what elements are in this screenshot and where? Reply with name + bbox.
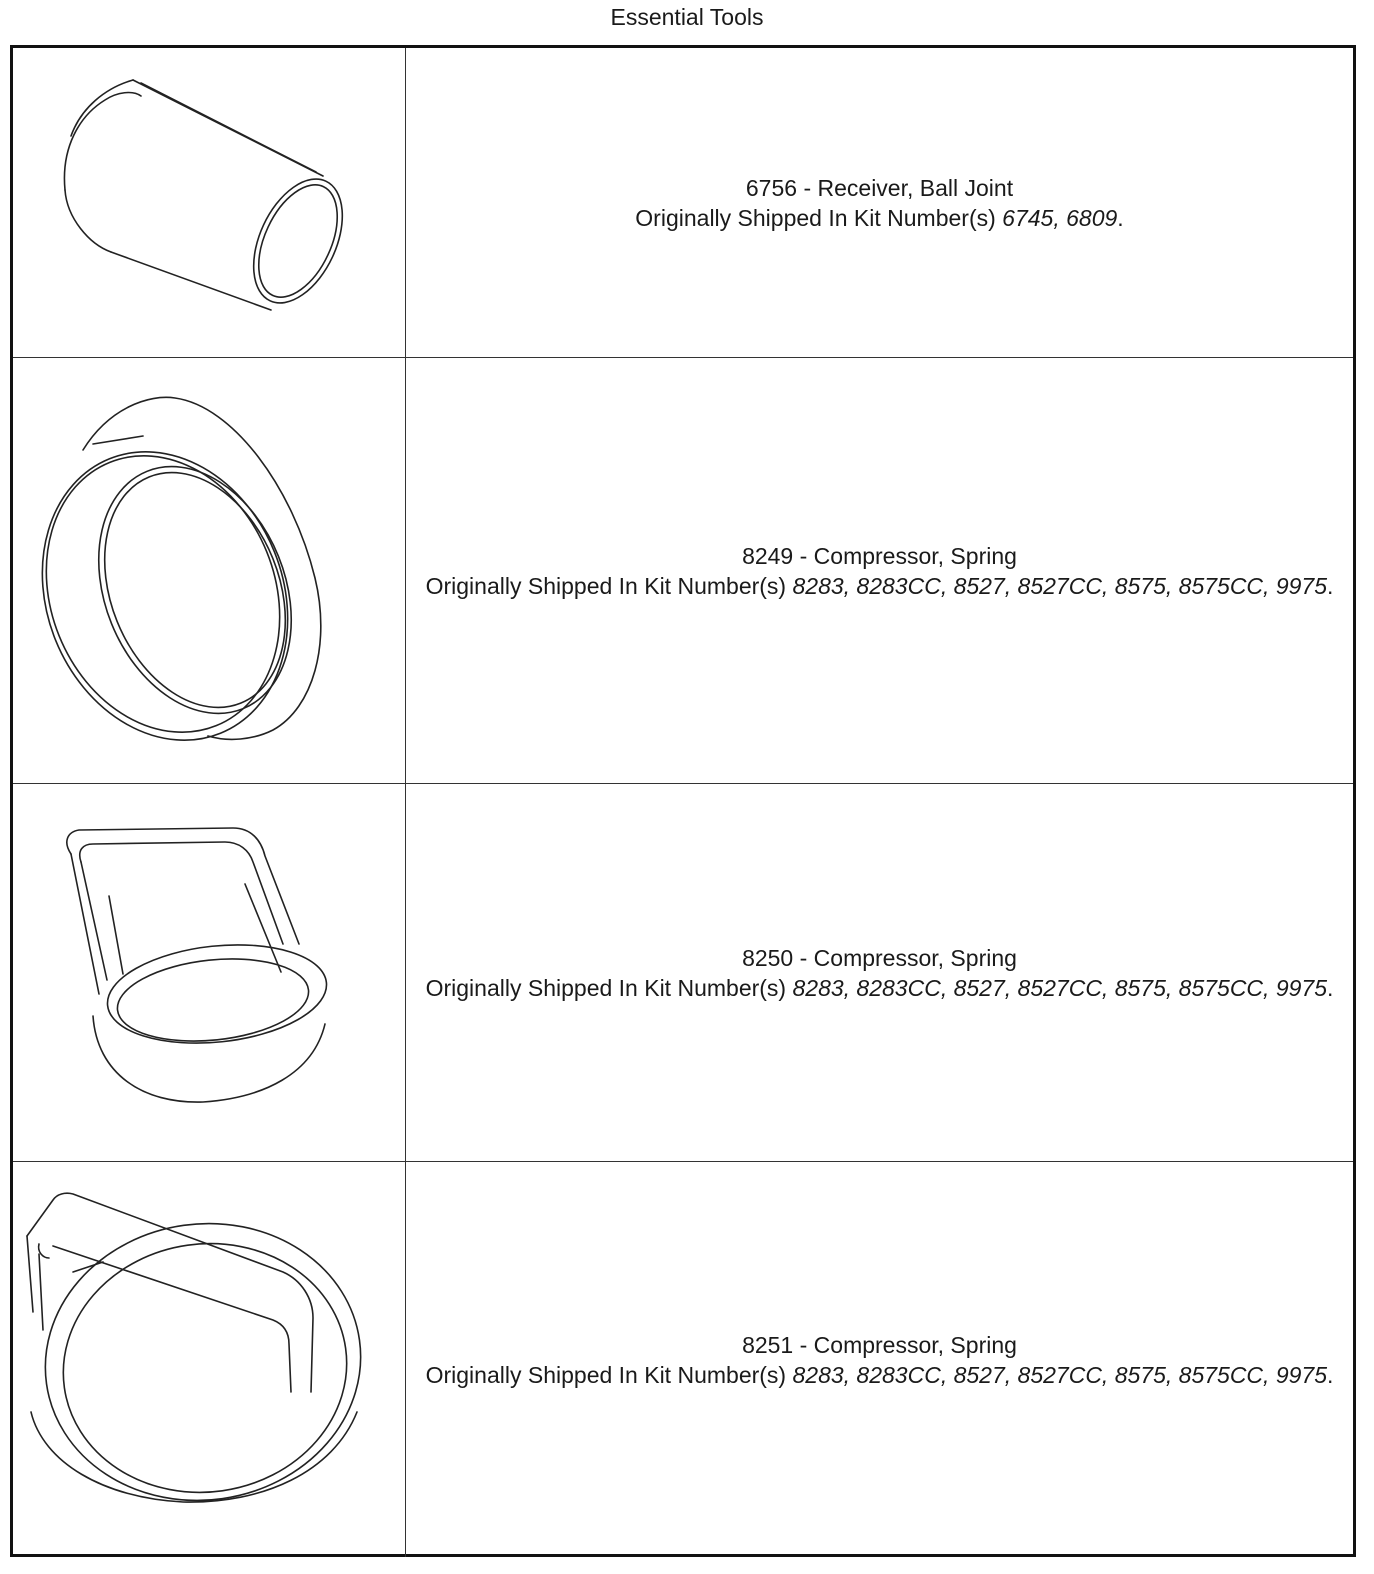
kit-numbers: 8283, 8283CC, 8527, 8527CC, 8575, 8575CC, 9975 [792, 572, 1327, 599]
tool-description [406, 48, 1353, 357]
handled-cup-compressor-icon [13, 784, 406, 1162]
kit-prefix: Originally Shipped In Kit Number(s) [635, 204, 996, 231]
bridge-handle-compressor-icon [13, 1162, 406, 1557]
cylinder-sleeve-icon [13, 48, 406, 358]
tool-image-cell [13, 784, 406, 1161]
tool-row [13, 784, 1353, 1162]
kit-line [426, 1360, 1334, 1390]
page-title: Essential Tools [610, 4, 764, 30]
tool-name: 8251 - Compressor, Spring [742, 1331, 1017, 1358]
kit-numbers: 8283, 8283CC, 8527, 8527CC, 8575, 8575CC, 9975 [792, 1361, 1327, 1388]
kit-suffix: . [1327, 974, 1334, 1001]
essential-tools-table [10, 45, 1356, 1557]
tool-name: 6756 - Receiver, Ball Joint [745, 174, 1014, 201]
tool-description [406, 1162, 1353, 1557]
kit-prefix: Originally Shipped In Kit Number(s) [425, 572, 787, 599]
tool-row [13, 48, 1353, 358]
tool-row [13, 358, 1353, 784]
kit-prefix: Originally Shipped In Kit Number(s) [425, 974, 787, 1001]
kit-numbers: 8283, 8283CC, 8527, 8527CC, 8575, 8575CC, 9975 [792, 974, 1327, 1001]
tool-row [13, 1162, 1353, 1557]
tool-image-cell [13, 48, 406, 357]
kit-suffix: . [1327, 1361, 1334, 1388]
tool-description [406, 784, 1353, 1161]
ring-compressor-icon [13, 358, 406, 784]
tool-image-cell [13, 1162, 406, 1557]
tool-name: 8249 - Compressor, Spring [742, 542, 1017, 569]
tool-name: 8250 - Compressor, Spring [742, 944, 1017, 971]
kit-prefix: Originally Shipped In Kit Number(s) [425, 1361, 787, 1388]
kit-numbers: 6745, 6809 [1002, 204, 1118, 231]
tool-image-cell [13, 358, 406, 783]
kit-line [426, 973, 1334, 1003]
tool-description [406, 358, 1353, 783]
kit-line [426, 571, 1334, 601]
kit-suffix: . [1327, 572, 1334, 599]
kit-suffix: . [1117, 204, 1124, 231]
kit-line [635, 203, 1123, 233]
